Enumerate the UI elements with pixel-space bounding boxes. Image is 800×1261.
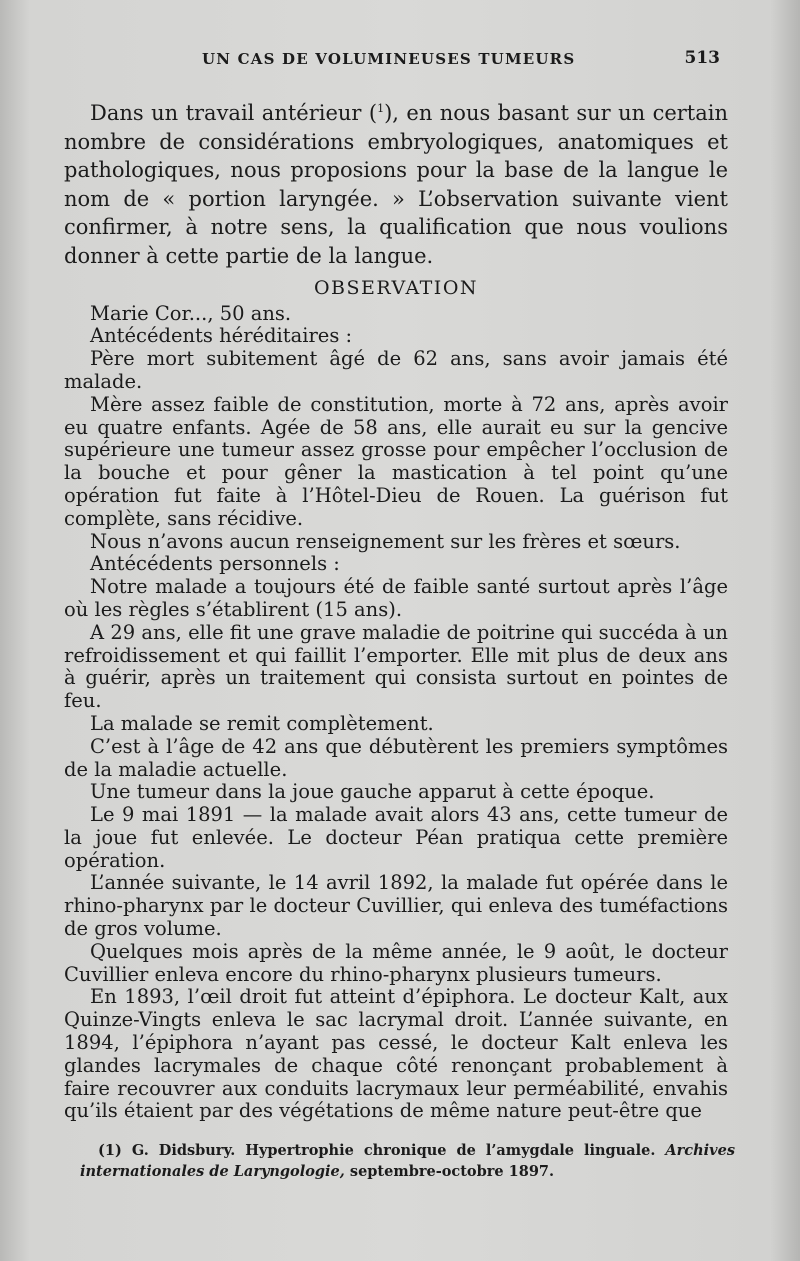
paragraph: La malade se remit complètement. [90, 711, 434, 735]
footnote [80, 1140, 735, 1182]
footnote-reference: 1 [377, 102, 385, 115]
running-title: UN CAS DE VOLUMINEUSES TUMEURS [202, 50, 576, 68]
section-heading: OBSERVATION [313, 276, 479, 299]
paragraph: Nous n’avons aucun renseignement sur les frères et sœurs. [90, 529, 681, 553]
footnote-journal: Archives internationales de Laryngologie, [80, 1142, 735, 1180]
page-header [60, 46, 720, 76]
paragraph: L’année suivante, le 14 avril 1892, la malade fut opérée dans le rhino-pharynx par le docteur Cuvillier, qui enleva des tuméfactions de gros volume. [64, 871, 728, 941]
footnote-title: Hypertrophie chronique de l’amygdale linguale. [245, 1142, 656, 1159]
paragraph: Père mort subitement âgé de 62 ans, sans avoir jamais été malade. [64, 347, 728, 393]
lead-text-end: ), en nous basant sur un certain nombre de considérations embryologiques, anatomiques et pathologiques, nous proposions pour la base de la langue le nom de « portion laryngée. » L’observation suivante vient confirmer, à notre sens, la qualification que nous voulions donner à cette partie de la langue. [64, 101, 728, 268]
paragraph: Le 9 mai 1891 — la malade avait alors 43 ans, cette tumeur de la joue fut enlevée. Le docteur Péan pratiqua cette première opération. [64, 803, 728, 872]
paragraph: A 29 ans, elle fit une grave maladie de poitrine qui succéda à un refroidissement et qui faillit l’emporter. Elle mit plus de deux ans à guérir, après un traitement qui consista surtout en pointes de feu. [64, 620, 728, 713]
paragraph: Notre malade a toujours été de faible santé surtout après l’âge où les règles s’établirent (15 ans). [64, 575, 728, 621]
body-text [64, 95, 728, 1123]
footnote-marker: (1) [98, 1142, 122, 1159]
paragraph: Une tumeur dans la joue gauche apparut à cette époque. [90, 780, 655, 804]
lead-text-start: Dans un travail antérieur ( [90, 101, 378, 125]
paragraph: En 1893, l’œil droit fut atteint d’épiphora. Le docteur Kalt, aux Quinze-Vingts enleva le sac lacrymal droit. L’année suivante, en 1894, l’épiphora n’ayant pas cessé, le docteur Kalt enleva les glandes lacrymales de chaque côté renonçant probablement à faire recouvrer aux conduits lacrymaux leur perméabilité, envahis qu’ils étaient par des végétations de même nature peut-être que [64, 985, 728, 1123]
paragraph: Antécédents héréditaires : [90, 324, 353, 348]
paragraph: Antécédents personnels : [90, 552, 340, 576]
footnote-date: septembre-octobre 1897. [349, 1163, 555, 1180]
lead-paragraph [64, 95, 728, 271]
paragraph: Marie Cor..., 50 ans. [90, 301, 292, 325]
footnote-author: G. Didsbury. [131, 1142, 236, 1159]
paragraph: Mère assez faible de constitution, morte à 72 ans, après avoir eu quatre enfants. Agée de 58 ans, elle aurait eu sur la gencive supérieure une tumeur assez grosse pour empêcher l’occlusion de la bouche et pour gêner la mastication à tel point qu’une opération fut faite à l’Hôtel-Dieu de Rouen. La guérison fut complète, sans récidive. [64, 392, 728, 530]
paragraph: C’est à l’âge de 42 ans que débutèrent les premiers symptômes de la maladie actuelle. [64, 734, 728, 781]
page-number: 513 [684, 48, 720, 68]
paragraph: Quelques mois après de la même année, le 9 août, le docteur Cuvillier enleva encore du rhino-pharynx plusieurs tumeurs. [64, 939, 728, 986]
